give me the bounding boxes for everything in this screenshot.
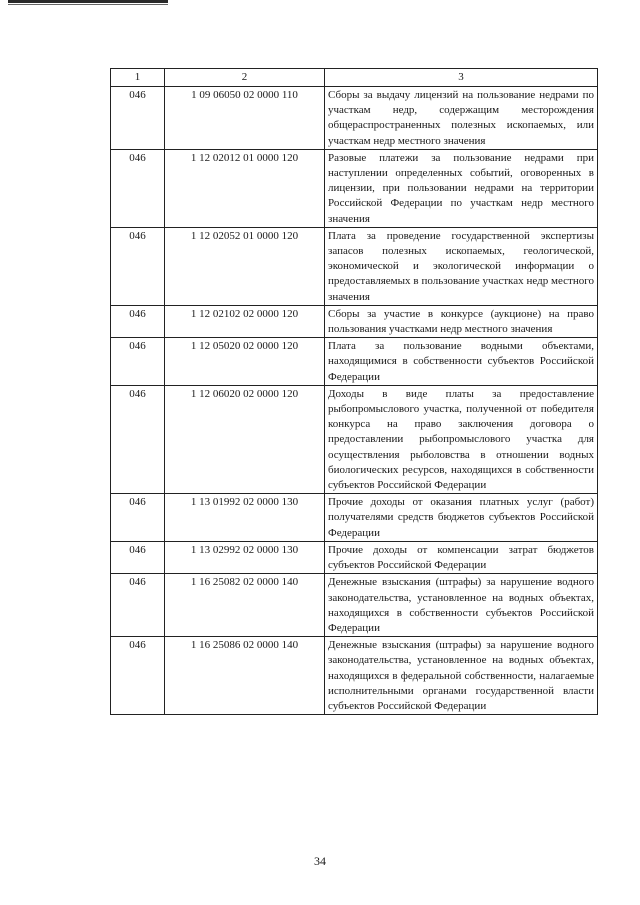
budget-code-cell: 1 16 25082 02 0000 140 <box>165 574 325 637</box>
budget-code-cell: 1 16 25086 02 0000 140 <box>165 637 325 715</box>
revenue-codes-table <box>110 68 598 715</box>
budget-code-cell: 1 12 06020 02 0000 120 <box>165 385 325 493</box>
budget-code-cell: 1 13 01992 02 0000 130 <box>165 494 325 542</box>
admin-code-cell: 046 <box>111 227 165 305</box>
table-row <box>111 541 598 573</box>
description-cell: Доходы в виде платы за предоставление рыбопромыслового участка, полученной от победителя конкурса на право заключения договора о предоставлении рыбопромыслового участка для осуществления рыболовства в отношении водных биологических ресурсов, находящихся в собственности субъектов Российской Федерации <box>325 385 598 493</box>
header-rule <box>8 0 168 3</box>
table-row <box>111 149 598 227</box>
header-rule-thin <box>8 4 168 5</box>
table-row <box>111 227 598 305</box>
admin-code-cell: 046 <box>111 494 165 542</box>
description-cell: Разовые платежи за пользование недрами при наступлении определенных событий, оговоренных в лицензии, при пользовании недрами на территории Российской Федерации по участкам недр местного значения <box>325 149 598 227</box>
description-cell: Прочие доходы от оказания платных услуг (работ) получателями средств бюджетов субъектов Российской Федерации <box>325 494 598 542</box>
budget-code-cell: 1 12 02052 01 0000 120 <box>165 227 325 305</box>
header-col-1: 1 <box>111 69 165 87</box>
admin-code-cell: 046 <box>111 305 165 337</box>
admin-code-cell: 046 <box>111 637 165 715</box>
description-cell: Денежные взыскания (штрафы) за нарушение водного законодательства, установленное на водных объектах, находящихся в федеральной собственности, налагаемые исполнительными органами государственной власти субъектов Российской Федерации <box>325 637 598 715</box>
table-row <box>111 385 598 493</box>
description-cell: Плата за проведение государственной экспертизы запасов полезных ископаемых, геологической, экономической и экологической информации о предоставляемых в пользование участках недр местного значения <box>325 227 598 305</box>
admin-code-cell: 046 <box>111 87 165 150</box>
description-cell: Денежные взыскания (штрафы) за нарушение водного законодательства, установленное на водных объектах, находящихся в собственности субъектов Российской Федерации <box>325 574 598 637</box>
description-cell: Прочие доходы от компенсации затрат бюджетов субъектов Российской Федерации <box>325 541 598 573</box>
budget-code-cell: 1 12 02012 01 0000 120 <box>165 149 325 227</box>
table-header-row <box>111 69 598 87</box>
table-row <box>111 305 598 337</box>
header-col-3: 3 <box>325 69 598 87</box>
budget-code-cell: 1 13 02992 02 0000 130 <box>165 541 325 573</box>
table-row <box>111 494 598 542</box>
description-cell: Сборы за участие в конкурсе (аукционе) на право пользования участками недр местного значения <box>325 305 598 337</box>
page-number: 34 <box>314 854 326 868</box>
admin-code-cell: 046 <box>111 541 165 573</box>
admin-code-cell: 046 <box>111 149 165 227</box>
description-cell: Плата за пользование водными объектами, находящимися в собственности субъектов Российской Федерации <box>325 338 598 386</box>
header-col-2: 2 <box>165 69 325 87</box>
budget-code-cell: 1 09 06050 02 0000 110 <box>165 87 325 150</box>
description-cell: Сборы за выдачу лицензий на пользование недрами по участкам недр, содержащим месторождения общераспространенных полезных ископаемых, или участкам недр местного значения <box>325 87 598 150</box>
table-row <box>111 87 598 150</box>
budget-code-cell: 1 12 05020 02 0000 120 <box>165 338 325 386</box>
admin-code-cell: 046 <box>111 574 165 637</box>
table-row <box>111 574 598 637</box>
admin-code-cell: 046 <box>111 385 165 493</box>
budget-code-cell: 1 12 02102 02 0000 120 <box>165 305 325 337</box>
admin-code-cell: 046 <box>111 338 165 386</box>
table-row <box>111 637 598 715</box>
table-row <box>111 338 598 386</box>
